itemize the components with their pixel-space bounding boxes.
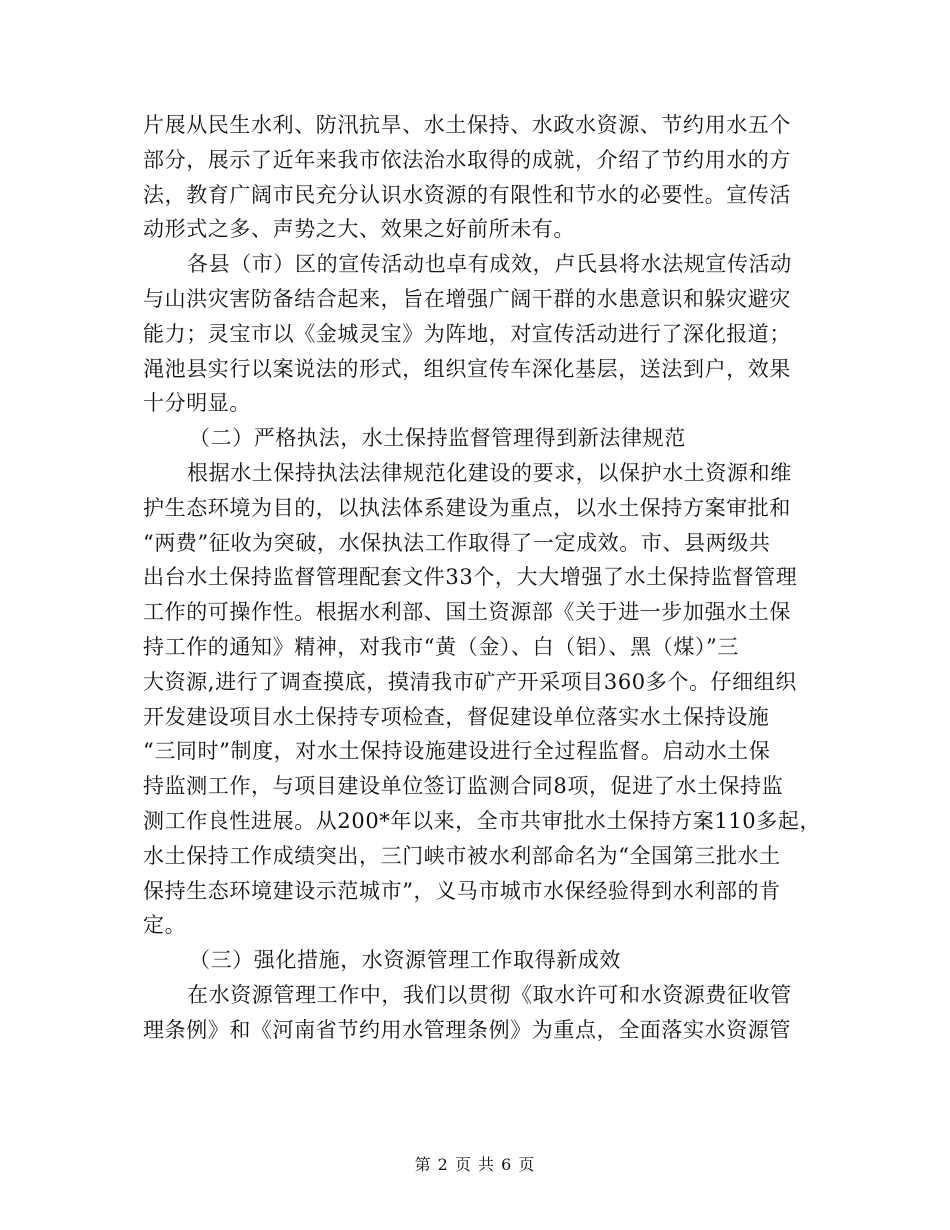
text-line: 工作的可操作性。根据水利部、国土资源部《关于进一步加强水土保 bbox=[143, 600, 791, 625]
text-line: “两费”征收为突破，水保执法工作取得了一定成效。市、县两级共 bbox=[143, 530, 771, 555]
document-body bbox=[143, 108, 822, 1048]
text-line: 理条例》和《河南省节约用水管理条例》为重点，全面落实水资源管 bbox=[143, 1017, 791, 1042]
text-line: 持工作的通知》精神，对我市“黄（金）、白（铝）、黑（煤）”三 bbox=[143, 634, 739, 659]
paragraph bbox=[143, 456, 822, 943]
text-line: 各县（市）区的宣传活动也卓有成效，卢氏县将水法规宣传活动 bbox=[187, 252, 792, 277]
page-footer bbox=[0, 1152, 950, 1175]
text-line: 开发建设项目水土保持专项检查，督促建设单位落实水土保持设施 bbox=[143, 704, 770, 729]
text-line: 渑池县实行以案说法的形式，组织宣传车深化基层，送法到户，效果 bbox=[143, 356, 791, 381]
text-line: 十分明显。 bbox=[143, 391, 251, 416]
text-line: 法，教育广阔市民充分认识水资源的有限性和节水的必要性。宣传活 bbox=[143, 182, 791, 207]
paragraph bbox=[143, 247, 803, 421]
text-line: 片展从民生水利、防汛抗旱、水土保持、水政水资源、节约用水五个 bbox=[143, 113, 791, 137]
text-line: 保持生态环境建设示范城市”，义马市城市水保经验得到水利部的肯 bbox=[143, 878, 781, 903]
text-line: 定。 bbox=[143, 913, 187, 938]
text-line: 持监测工作，与项目建设单位签订监测合同8项，促进了水土保持监 bbox=[143, 774, 784, 799]
text-line: 能力；灵宝市以《金城灵宝》为阵地，对宣传活动进行了深化报道； bbox=[143, 321, 791, 346]
text-line: 根据水土保持执法法律规范化建设的要求，以保护水土资源和维 bbox=[187, 460, 792, 485]
text-line: “三同时”制度，对水土保持设施建设进行全过程监督。启动水土保 bbox=[143, 739, 771, 764]
text-line: 部分，展示了近年来我市依法治水取得的成就，介绍了节约用水的方 bbox=[143, 147, 791, 172]
section-heading bbox=[143, 421, 803, 456]
text-line: 在水资源管理工作中，我们以贯彻《取水许可和水资源费征收管 bbox=[187, 982, 792, 1007]
paragraph bbox=[143, 108, 803, 247]
text-line: 出台水土保持监督管理配套文件33个，大大增强了水土保持监督管理 bbox=[143, 565, 798, 590]
text-line: 与山洪灾害防备结合起来，旨在增强广阔干群的水患意识和躲灾避灾 bbox=[143, 286, 791, 311]
text-line: 水土保持工作成绩突出，三门峡市被水利部命名为“全国第三批水土 bbox=[143, 843, 781, 868]
text-line: 动形式之多、声势之大、效果之好前所未有。 bbox=[143, 217, 575, 242]
text-line: 大资源,进行了调查摸底，摸清我市矿产开采项目360多个。仔细组织 bbox=[143, 669, 797, 694]
paragraph bbox=[143, 978, 803, 1048]
heading-text: （三）强化措施，水资源管理工作取得新成效 bbox=[189, 948, 621, 973]
text-line: 护生态环境为目的，以执法体系建设为重点，以水土保持方案审批和 bbox=[143, 495, 791, 520]
heading-text: （二）严格执法，水土保持监督管理得到新法律规范 bbox=[189, 426, 686, 451]
page-number-label: 第 2 页 共 6 页 bbox=[414, 1155, 536, 1174]
section-heading bbox=[143, 943, 803, 978]
text-line: 测工作良性进展。从200*年以来，全市共审批水土保持方案110多起， bbox=[143, 808, 822, 833]
